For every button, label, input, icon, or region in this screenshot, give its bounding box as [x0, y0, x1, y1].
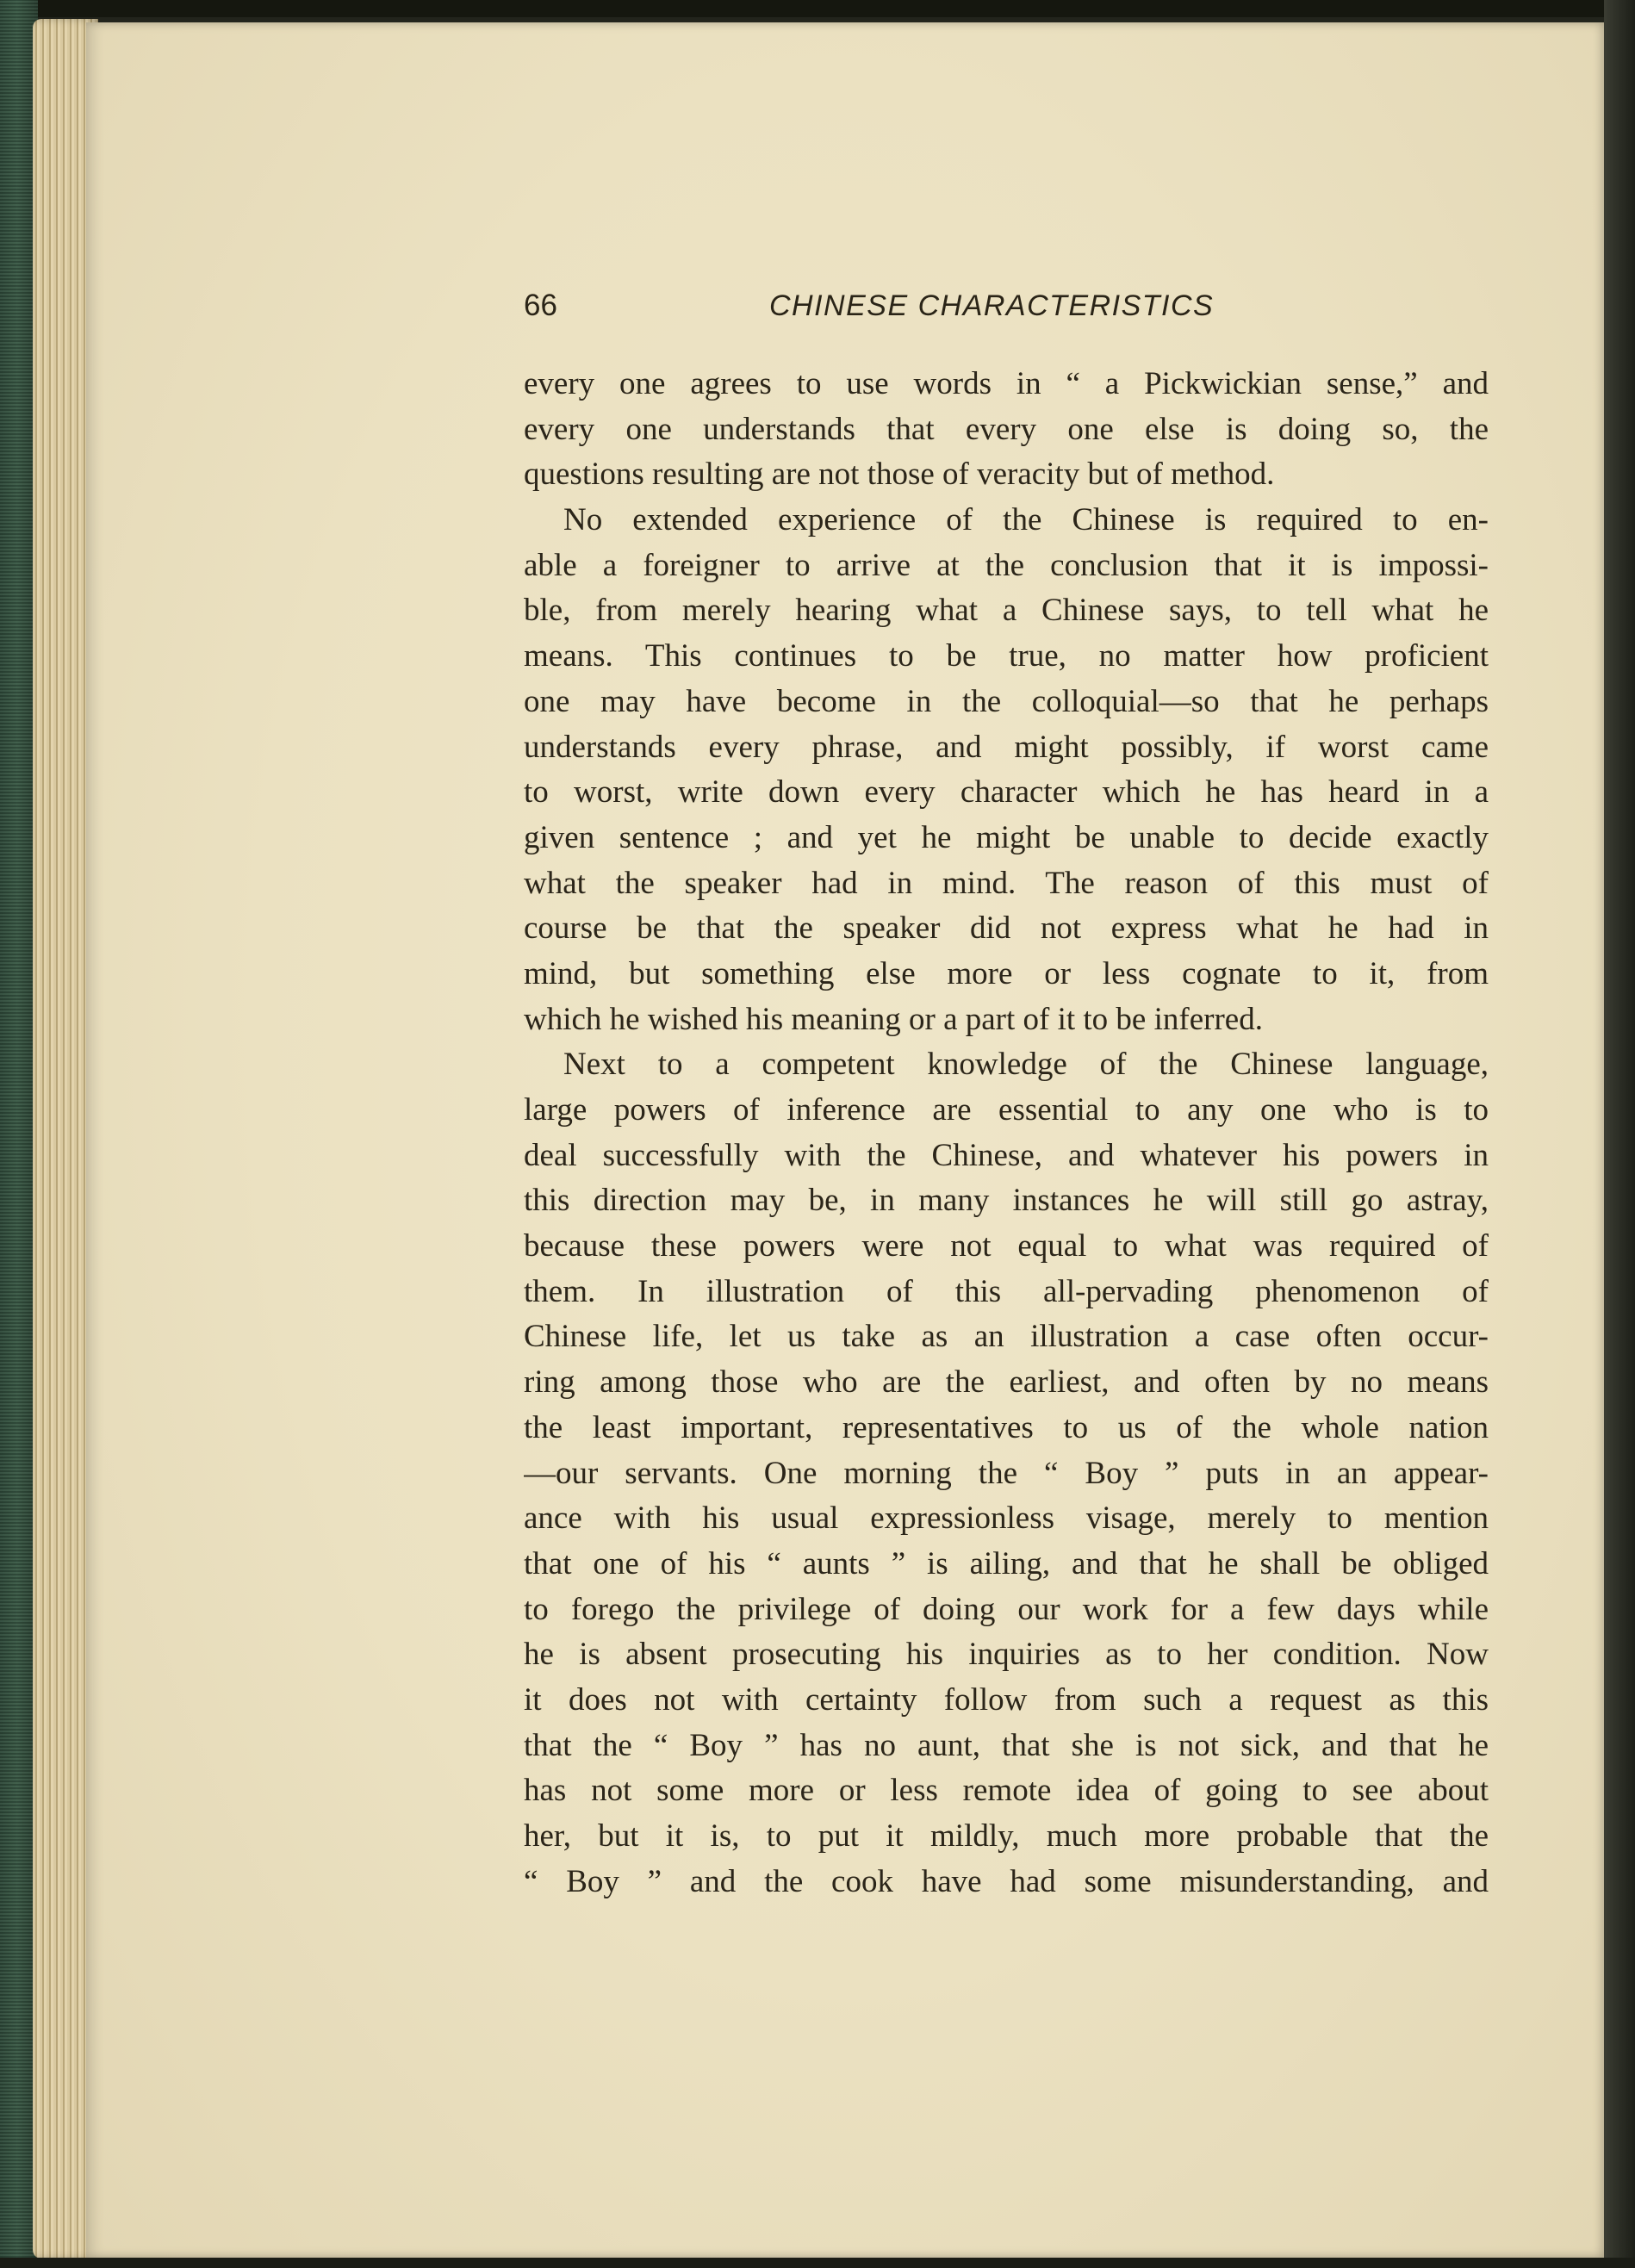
text-line: the least important, representatives to us of the whole nation: [524, 1409, 1489, 1445]
text-line: this direction may be, in many instances he will still go astray,: [524, 1183, 1489, 1219]
text-line: what the speaker had in mind. The reason of this must of: [524, 865, 1489, 901]
text-line: has not some more or less remote idea of going to see about: [524, 1773, 1489, 1809]
text-line: because these powers were not equal to what was required of: [524, 1228, 1489, 1264]
text-line: it does not with certainty follow from such a request as this: [524, 1681, 1489, 1718]
text-line: able a foreigner to arrive at the conclusion that it is impossi-: [524, 547, 1489, 583]
text-line: her, but it is, to put it mildly, much more probable that the: [524, 1818, 1489, 1854]
running-title: CHINESE CHARACTERISTICS: [769, 289, 1215, 322]
scan-top-edge: [0, 0, 1635, 17]
text-line: ring among those who are the earliest, and often by no means: [524, 1364, 1489, 1401]
text-line: course be that the speaker did not express what he had in: [524, 910, 1489, 947]
text-line: deal successfully with the Chinese, and whatever his powers in: [524, 1137, 1489, 1173]
text-line: to forego the privilege of doing our work for a few days while: [524, 1591, 1489, 1627]
text-line: questions resulting are not those of veracity but of method.: [524, 457, 1275, 493]
text-line: every one agrees to use words in “ a Pickwickian sense,” and: [524, 366, 1489, 401]
text-line: No extended experience of the Chinese is required to en-: [563, 502, 1489, 538]
text-line: large powers of inference are essential to any one who is to: [524, 1092, 1489, 1128]
text-line: ance with his usual expressionless visage, merely to mention: [524, 1501, 1489, 1537]
text-line: Chinese life, let us take as an illustration a case often occur-: [524, 1319, 1489, 1355]
text-line: one may have become in the colloquial—so that he perhaps: [524, 683, 1489, 719]
text-line: means. This continues to be true, no matter how proficient: [524, 638, 1489, 674]
text-line: that one of his “ aunts ” is ailing, and that he shall be obliged: [524, 1545, 1489, 1581]
text-line: to worst, write down every character which he has heard in a: [524, 774, 1489, 811]
text-line: that the “ Boy ” has no aunt, that she is not sick, and that he: [524, 1727, 1489, 1763]
text-line: Next to a competent knowledge of the Chinese language,: [563, 1047, 1489, 1083]
text-line: ble, from merely hearing what a Chinese says, to tell what he: [524, 593, 1489, 629]
page-number: 66: [524, 289, 557, 322]
text-line: mind, but something else more or less cognate to it, from: [524, 955, 1489, 991]
text-line: given sentence ; and yet he might be unable to decide exactly: [524, 819, 1489, 855]
text-line: he is absent prosecuting his inquiries as to her condition. Now: [524, 1637, 1489, 1673]
text-line: understands every phrase, and might possibly, if worst came: [524, 729, 1489, 765]
text-line: every one understands that every one else is doing so, the: [524, 411, 1489, 447]
page-header: [524, 284, 1489, 327]
scan-right-edge: [1604, 0, 1635, 2268]
text-line: —our servants. One morning the “ Boy ” puts in an appear-: [524, 1455, 1489, 1491]
body-text: [524, 362, 1489, 1904]
text-line: them. In illustration of this all-pervading phenomenon of: [524, 1273, 1489, 1309]
scan-bottom-edge: [0, 2258, 1635, 2268]
text-line: which he wished his meaning or a part of it to be inferred.: [524, 1001, 1263, 1037]
text-line: “ Boy ” and the cook have had some misunderstanding, and: [524, 1863, 1489, 1899]
